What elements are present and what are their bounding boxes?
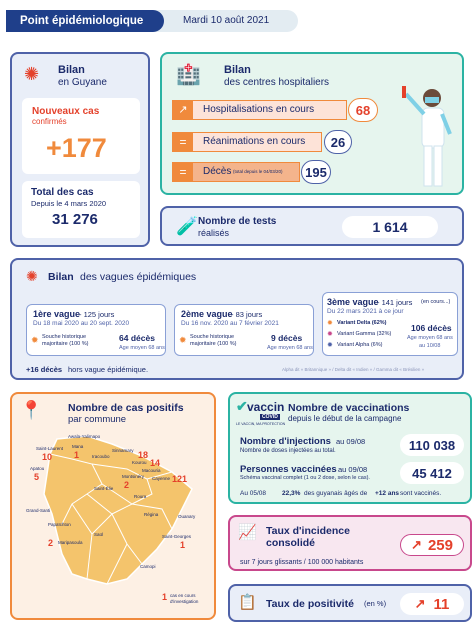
positivite-value-pill xyxy=(400,593,464,615)
nouveaux-cas-value: +177 xyxy=(46,133,107,163)
commune-papaichton-name: Papaïchton xyxy=(48,522,71,527)
positivite-title: Taux de positivité xyxy=(266,598,354,610)
wave3-days: - 141 jours xyxy=(377,298,413,307)
vagues-card xyxy=(10,258,464,380)
hosp-value: 68 xyxy=(348,98,378,122)
incidence-title1: Taux d'incidence xyxy=(266,525,350,537)
vaccination-title: Nombre de vaccinations xyxy=(288,402,410,414)
hopitaux-subtitle: des centres hospitaliers xyxy=(224,77,330,88)
commune-sinnamary-name: Sinnamary xyxy=(112,448,134,453)
personnes-value: 45 412 xyxy=(400,462,464,484)
commune-regina-name: Régina xyxy=(144,512,159,517)
commune-maripasoula-value: 2 xyxy=(48,538,54,548)
nouveaux-cas-sub: confirmés xyxy=(32,117,67,126)
total-cas-value: 31 276 xyxy=(52,211,98,228)
injections-sub: Nombre de doses injectées au total. xyxy=(240,448,336,454)
wave1-deces: 64 décès xyxy=(119,333,155,343)
wave1-name: 1ère vague xyxy=(33,309,81,319)
sun-virus-icon: ✹ xyxy=(31,335,39,345)
chart-icon: 📈 xyxy=(238,524,257,541)
vaccin-logo xyxy=(236,398,286,428)
wave3-age2: au 10/08 xyxy=(419,343,441,349)
wave1-days: - 125 jours xyxy=(79,310,115,319)
commune-stlaurent-name: Saint-Laurent xyxy=(36,446,64,451)
total-cas-box xyxy=(22,181,140,238)
positivite-value: 11 xyxy=(433,595,450,613)
hospital-icon: 🏥 xyxy=(176,64,201,86)
vagues-title-bold: Bilan xyxy=(48,271,74,283)
hors-vague-label: hors vague épidémique. xyxy=(68,365,149,374)
commune-apatou-name: Apatou xyxy=(30,466,45,471)
wave3-v3: Variant Alpha (6%) xyxy=(337,342,383,348)
hors-vague-value: +16 décès xyxy=(26,365,63,374)
wave2-box xyxy=(174,304,314,356)
commune-stgeorges-name: Saint-Georges xyxy=(162,534,192,539)
virus-small-icon: ✺ xyxy=(26,268,38,284)
wave3-deces: 106 décès xyxy=(411,323,452,333)
wave2-deces: 9 décès xyxy=(271,333,303,343)
wave2-days: - 83 jours xyxy=(231,310,263,319)
rea-label: Réanimations en cours xyxy=(203,136,306,147)
wave3-v1: Variant Delta (62%) xyxy=(337,320,387,326)
carte-card xyxy=(10,392,216,620)
nurse-illustration xyxy=(394,84,460,192)
deces-row xyxy=(172,162,300,182)
injections-value: 110 038 xyxy=(400,434,464,456)
note-pct: 22,3% xyxy=(282,490,301,497)
vaccin-logo-caption: LE VACCIN, MA PROTECTION xyxy=(236,422,286,426)
trend-up-icon: ↗ xyxy=(173,101,193,119)
vaccination-card xyxy=(228,392,472,504)
header-title: Point épidémiologique xyxy=(20,15,144,27)
commune-mana-name: Mana xyxy=(72,444,84,449)
commune-stelie-name: Saint-Élie xyxy=(94,486,114,491)
wave3-name: 3ème vague xyxy=(327,297,379,307)
wave2-name: 2ème vague xyxy=(181,309,233,319)
legend-text: cas en cours d'investigation xyxy=(170,593,199,604)
personnes-label: Personnes vaccinées xyxy=(240,464,337,475)
wave3-age: Age moyen 68 ans xyxy=(407,335,453,341)
trend-equal-icon: = xyxy=(173,133,193,151)
commune-camopi-name: Camopi xyxy=(140,564,156,569)
deces-label: Décès xyxy=(203,166,232,177)
incidence-value: 259 xyxy=(427,536,453,554)
commune-montsinery-name: Montsinéry xyxy=(122,474,145,479)
rea-value: 26 xyxy=(324,130,352,154)
note-a: Au 05/08 xyxy=(240,490,267,497)
trend-up-icon: ↗ xyxy=(414,596,426,611)
deces-value: 195 xyxy=(301,160,331,184)
incidence-card xyxy=(228,515,472,571)
header xyxy=(6,10,298,32)
wave3-dates: Du 22 mars 2021 à ce jour xyxy=(327,308,404,315)
wave2-age: Age moyen 68 ans xyxy=(267,345,313,351)
bilan-guyane-title: Bilan xyxy=(58,64,85,76)
tests-label: Nombre de tests xyxy=(198,216,277,227)
incidence-sub: sur 7 jours glissants / 100 000 habitants xyxy=(240,559,364,566)
wave1-souche: Souche historique majoritaire (100 %) xyxy=(42,334,89,347)
vaccination-sub: depuis le début de la campagne xyxy=(288,414,402,423)
bilan-guyane-card xyxy=(10,52,150,247)
commune-kourou-value: 18 xyxy=(138,450,149,460)
incidence-value-pill xyxy=(400,534,464,556)
vagues-title-rest: des vagues épidémiques xyxy=(80,271,197,283)
sun-virus-icon: ✹ xyxy=(179,335,187,345)
wave3-v2: Variant Gamma (32%) xyxy=(337,331,392,337)
wave1-dates: Du 18 mai 2020 au 20 sept. 2020 xyxy=(33,320,130,327)
commune-roura-name: Roura xyxy=(134,494,147,499)
carte-sub: par commune xyxy=(68,414,127,425)
personnes-date: au 09/08 xyxy=(338,465,368,474)
wave3-box xyxy=(322,292,458,356)
commune-stlaurent-value: 10 xyxy=(42,452,53,462)
tests-sub: réalisés xyxy=(198,228,230,238)
deces-note: (total depuis le 04/03/20) xyxy=(233,169,283,174)
commune-maripasoula-name: Maripasoula xyxy=(58,540,83,545)
wave1-age: Age moyen 68 ans xyxy=(119,345,165,351)
nouveaux-cas-box xyxy=(22,98,140,174)
note-c: sont vaccinés. xyxy=(400,490,442,497)
carte-title: Nombre de cas positifs xyxy=(68,402,184,414)
note-age: +12 ans xyxy=(375,490,400,497)
virus-icon: ✺ xyxy=(24,64,40,84)
tests-value: 1 614 xyxy=(342,216,438,238)
incidence-title2: consolidé xyxy=(266,537,316,549)
hopitaux-card xyxy=(160,52,464,195)
vaccin-logo-sub: COVID xyxy=(262,414,278,420)
total-cas-label: Total des cas xyxy=(31,187,94,198)
guyane-map xyxy=(32,434,202,594)
note-b: des guyanais âgés de xyxy=(304,490,368,497)
nouveaux-cas-label: Nouveaux cas xyxy=(32,106,100,117)
commune-mana-value: 1 xyxy=(74,450,80,460)
variants-note: Alpha dit « Britannique » / Delta dit « Indien » / Gamma dit « Brésilien » xyxy=(282,367,425,372)
tests-card xyxy=(160,206,464,246)
commune-awala-name: Awala-Yalimapo xyxy=(68,434,101,439)
deces-equal-icon: = xyxy=(173,163,193,181)
vaccin-logo-main: vaccin xyxy=(247,400,285,414)
commune-stgeorges-value: 1 xyxy=(180,540,186,550)
wave3-extra: (en cours...) xyxy=(421,299,451,305)
clipboard-icon: 📋 xyxy=(238,594,257,611)
personnes-sub: Schéma vaccinal complet (1 ou 2 dose, selon le cas). xyxy=(240,475,370,481)
check-icon: ✔ xyxy=(236,398,248,414)
commune-grandsanti-name: Grand-Santi xyxy=(26,508,51,513)
test-tube-icon: 🧪 xyxy=(176,216,199,236)
commune-cayenne-name: Cayenne xyxy=(152,476,171,481)
commune-montsinery-value: 2 xyxy=(124,480,130,490)
alpha-icon: ✹ xyxy=(327,342,333,349)
map-pin-icon: 📍 xyxy=(20,400,43,420)
bilan-guyane-subtitle: en Guyane xyxy=(58,77,107,88)
wave1-box xyxy=(26,304,166,356)
hosp-label: Hospitalisations en cours xyxy=(203,104,315,115)
injections-label: Nombre d'injections xyxy=(240,436,331,447)
total-cas-sub: Depuis le 4 mars 2020 xyxy=(31,199,107,208)
legend-num: 1 xyxy=(162,592,168,602)
positivite-unit: (en %) xyxy=(364,599,387,608)
wave2-souche: Souche historique majoritaire (100 %) xyxy=(190,334,237,347)
vaccination-note xyxy=(230,488,470,504)
delta-icon: ✹ xyxy=(327,320,333,327)
commune-iracoubo-name: Iracoubo xyxy=(92,454,110,459)
gamma-icon: ✹ xyxy=(327,331,333,338)
injections-date: au 09/08 xyxy=(336,437,366,446)
commune-kourou-name: Kourou xyxy=(132,460,147,465)
rea-row xyxy=(172,132,322,152)
commune-macouria-name: Macouria xyxy=(142,468,161,473)
hosp-row xyxy=(172,100,347,120)
positivite-card xyxy=(228,584,472,622)
commune-macouria-value: 14 xyxy=(150,458,161,468)
commune-saul-name: Saül xyxy=(94,532,104,537)
commune-apatou-value: 5 xyxy=(34,472,40,482)
commune-cayenne-value: 121 xyxy=(172,474,188,484)
hopitaux-title: Bilan xyxy=(224,64,251,76)
trend-up-icon: ↗ xyxy=(411,537,422,552)
commune-ouanary-name: Ouanary xyxy=(178,514,196,519)
header-date: Mardi 10 août 2021 xyxy=(183,15,270,26)
wave2-dates: Du 16 nov. 2020 au 7 février 2021 xyxy=(181,320,279,327)
